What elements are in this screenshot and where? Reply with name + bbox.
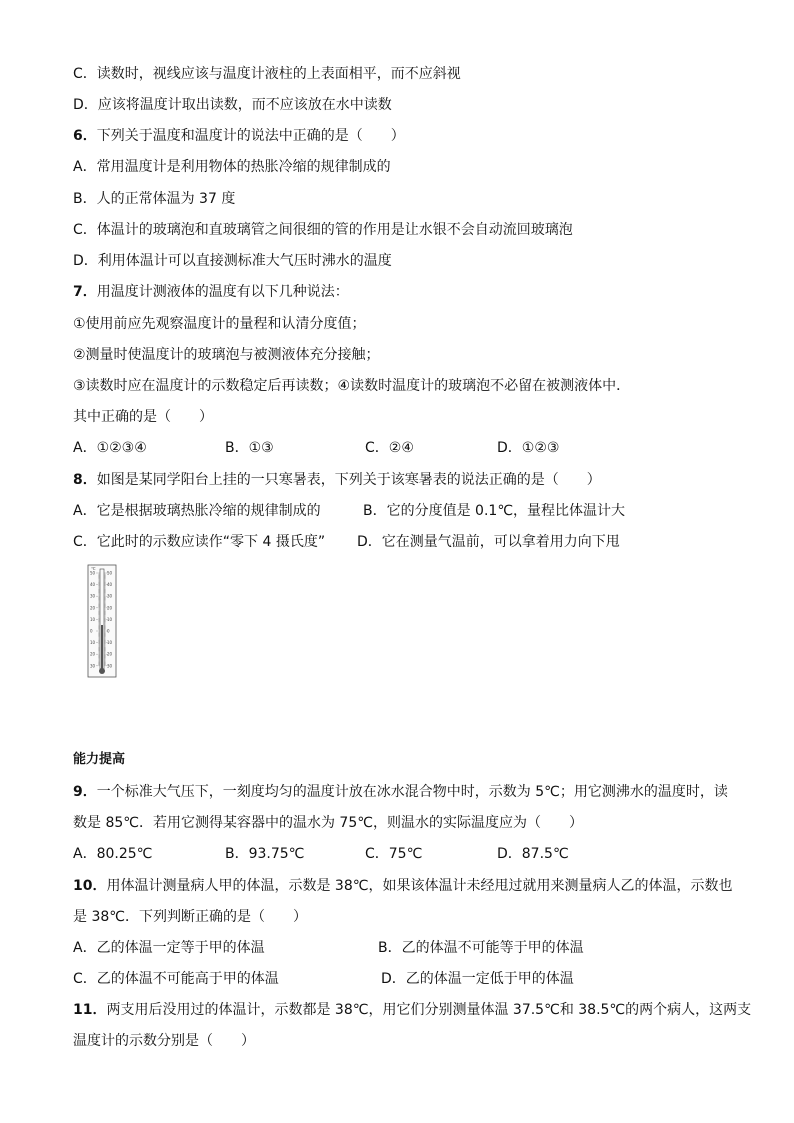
- q7-statement-1: ①使用前应先观察温度计的量程和认清分度值；: [73, 316, 366, 332]
- right-scale-label: 20: [107, 651, 113, 657]
- question-9-line-2: 数是 85℃．若用它测得某容器中的温水为 75℃，则温水的实际温度应为（ ）: [73, 815, 583, 831]
- right-scale-label: 40: [107, 582, 113, 588]
- q8-option-d: D．它在测量气温前，可以拿着用力向下甩: [357, 534, 620, 550]
- q8-option-b: B．它的分度值是 0.1℃，量程比体温计大: [363, 503, 626, 519]
- question-8-text: 如图是某同学阳台上挂的一只寒暑表，下列关于该寒暑表的说法正确的是（ ）: [96, 472, 601, 488]
- question-11-number: 11．: [73, 1002, 107, 1018]
- q7-option-c: C．②④: [365, 440, 414, 456]
- thermometer-bulb: [99, 668, 105, 674]
- left-scale-label: 30: [90, 663, 96, 669]
- right-scale-label: 20: [107, 605, 113, 611]
- q6-option-a: A．常用温度计是利用物体的热胀冷缩的规律制成的: [73, 159, 391, 175]
- right-scale-label: 0: [107, 628, 110, 634]
- q7-statement-3: ③读数时应在温度计的示数稳定后再读数；④读数时温度计的玻璃泡不必留在被测液体中．: [73, 378, 631, 394]
- left-scale-label: 10: [90, 616, 96, 622]
- left-scale-label: 30: [90, 593, 96, 599]
- question-7: [73, 282, 349, 302]
- question-8-number: 8．: [73, 472, 97, 488]
- right-scale-label: 50: [107, 570, 113, 576]
- section-title: 能力提高: [73, 752, 126, 767]
- right-scale-label: 10: [107, 640, 113, 646]
- q8-option-a: A．它是根据玻璃热胀冷缩的规律制成的: [73, 503, 321, 519]
- q9-option-c: C．75℃: [365, 846, 423, 862]
- q10-option-d: D．乙的体温一定低于甲的体温: [381, 971, 574, 987]
- question-6: [73, 126, 405, 146]
- question-10-text-1: 用体温计测量病人甲的体温，示数是 38℃，如果该体温计未经甩过就用来测量病人乙的体温，示数也: [106, 878, 733, 894]
- thermometer-figure: [84, 561, 120, 679]
- left-scale-label: 20: [90, 605, 96, 611]
- q10-option-b: B．乙的体温不可能等于甲的体温: [378, 940, 584, 956]
- question-7-number: 7．: [73, 284, 97, 300]
- q8-option-c: C．它此时的示数应读作“零下 4 摄氏度”: [73, 534, 326, 550]
- q10-option-c: C．乙的体温不可能高于甲的体温: [73, 971, 279, 987]
- left-scale-label: 0: [90, 628, 93, 634]
- left-scale-label: 50: [90, 570, 96, 576]
- q5-option-c: C．读数时，视线应该与温度计液柱的上表面相平，而不应斜视: [73, 66, 461, 82]
- question-11-line-2: 温度计的示数分别是（ ）: [73, 1033, 255, 1049]
- q5-option-d: D．应该将温度计取出读数，而不应该放在水中读数: [73, 97, 392, 113]
- right-scale-label: 30: [107, 663, 113, 669]
- question-10-line-1: [73, 876, 732, 896]
- thermometer-liquid: [101, 625, 103, 669]
- q10-option-a: A．乙的体温一定等于甲的体温: [73, 940, 265, 956]
- q9-option-a: A．80.25℃: [73, 846, 153, 862]
- q7-option-b: B．①③: [225, 440, 274, 456]
- question-11-line-1: [73, 1000, 751, 1020]
- right-scale-label: 10: [107, 616, 113, 622]
- question-9-line-1: [73, 782, 728, 802]
- q7-option-d: D．①②③: [497, 440, 560, 456]
- question-9-text-1: 一个标准大气压下，一刻度均匀的温度计放在冰水混合物中时，示数为 5℃；用它测沸水的温度时，读: [96, 784, 728, 800]
- right-scale-label: 30: [107, 593, 113, 599]
- question-7-text: 用温度计测液体的温度有以下几种说法：: [96, 284, 349, 300]
- question-10-number: 10．: [73, 878, 107, 894]
- question-10-line-2: 是 38℃．下列判断正确的是（ ）: [73, 909, 307, 925]
- left-scale-label: 40: [90, 582, 96, 588]
- q7-ask: 其中正确的是（ ）: [73, 409, 213, 425]
- q9-option-b: B．93.75℃: [225, 846, 305, 862]
- thermometer-svg: [84, 561, 120, 679]
- q9-option-d: D．87.5℃: [497, 846, 569, 862]
- question-11-text-1: 两支用后没用过的体温计，示数都是 38℃，用它们分别测量体温 37.5℃和 38.5℃的两个病人，这两支: [106, 1002, 752, 1018]
- q6-option-b: B．人的正常体温为 37 度: [73, 191, 236, 207]
- question-6-text: 下列关于温度和温度计的说法中正确的是（ ）: [96, 128, 405, 144]
- left-scale-label: 10: [90, 640, 96, 646]
- left-scale-label: 20: [90, 651, 96, 657]
- question-9-number: 9．: [73, 784, 97, 800]
- question-6-number: 6．: [73, 128, 97, 144]
- question-8: [73, 470, 601, 490]
- q6-option-d: D．利用体温计可以直接测标准大气压时沸水的温度: [73, 253, 392, 269]
- q6-option-c: C．体温计的玻璃泡和直玻璃管之间很细的管的作用是让水银不会自动流回玻璃泡: [73, 222, 573, 238]
- q7-option-a: A．①②③④: [73, 440, 147, 456]
- thermometer-unit: ℃: [91, 566, 96, 571]
- q7-statement-2: ②测量时使温度计的玻璃泡与被测液体充分接触；: [73, 347, 380, 363]
